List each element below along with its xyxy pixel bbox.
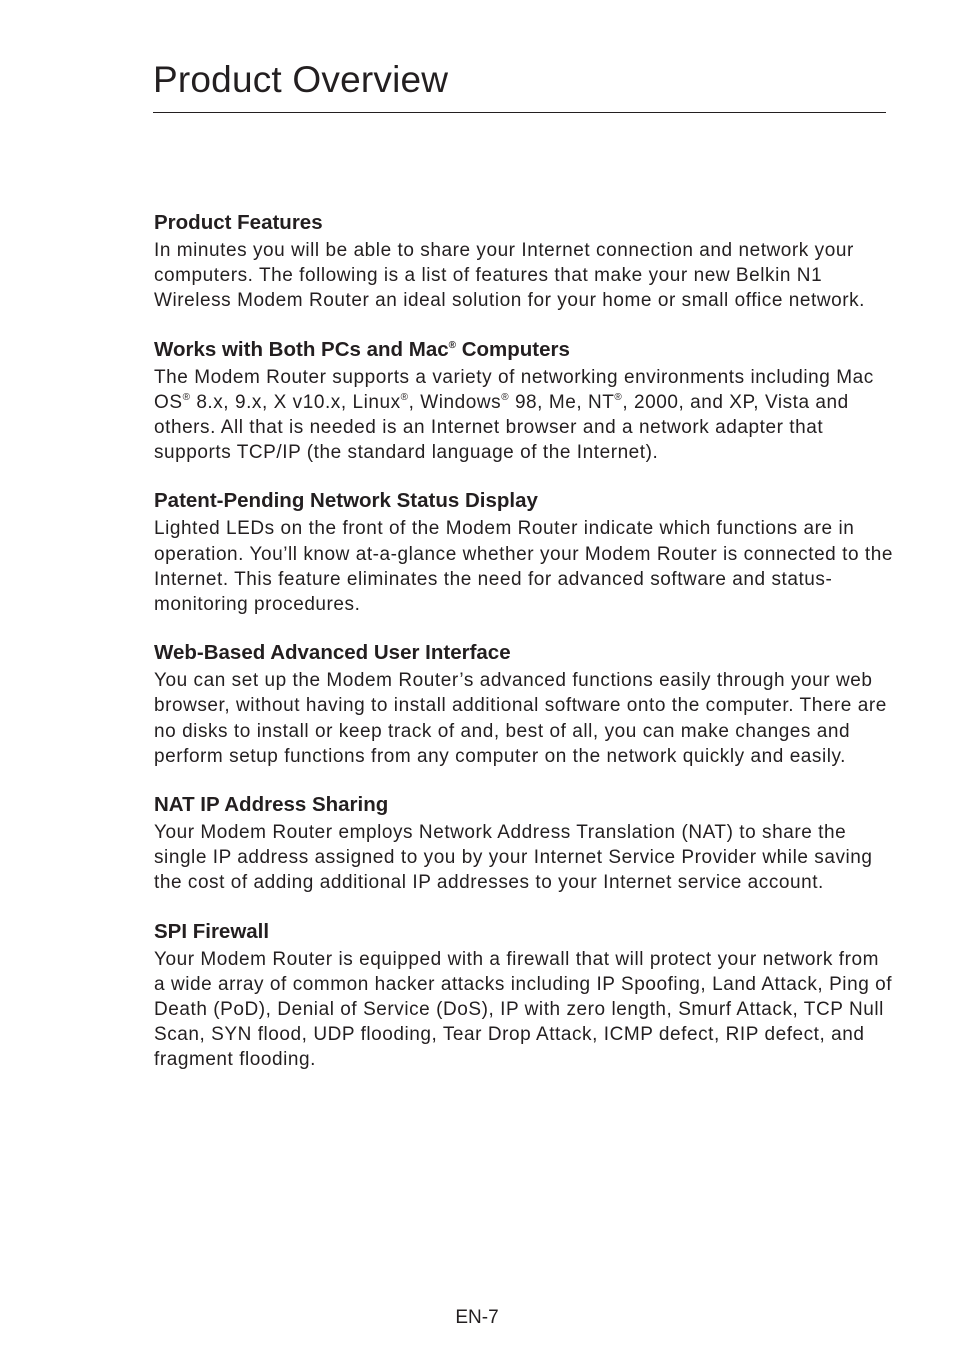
body-text: , 2000, and XP, Vista and others. All that is needed is an Internet browser and a network adapter that supports TCP/IP (the standard language of the Internet). [154,391,849,464]
registered-mark: ® [448,339,457,351]
heading-text: Works with Both PCs and Mac [154,337,449,361]
section-body: In minutes you will be able to share your Internet connection and network your computers. The following is a list of features that make your new Belkin N1 Wireless Modem Router an ideal solution for your home or small office network. [154,240,865,312]
body-text: 98, Me, NT [509,391,615,413]
body-text: The Modem Router supports a variety of networking environments including Mac OS [154,366,874,413]
section-pcs-and-mac [154,335,894,466]
registered-mark: ® [501,391,510,403]
section-body: Your Modem Router employs Network Address Translation (NAT) to share the single IP address assigned to you by your Internet Service Provider while saving the cost of adding additional IP addresses to your Internet service account. [154,822,873,894]
section-heading: Patent-Pending Network Status Display [154,489,538,513]
section-heading: Product Features [154,211,323,234]
section-nat-ip-sharing [154,790,894,896]
section-body: You can set up the Modem Router’s advanced functions easily through your web browser, without having to install additional software onto the computer. There are no disks to install or keep track of and, best of all, you can make changes and perform setup functions from any computer on the network quickly and easily. [154,670,887,767]
section-heading [154,335,894,365]
section-heading: Web-Based Advanced User Interface [154,641,511,665]
section-body: Lighted LEDs on the front of the Modem Router indicate which functions are in operation. You’ll know at-a-glance whether your Modem Router is connected to the Internet. This feature eliminates the need for advanced software and status-monitoring procedures. [154,518,893,616]
body-text: , Windows [408,391,502,413]
section-spi-firewall [154,917,894,1073]
body-text: 8.x, 9.x, X v10.x, Linux [190,391,401,413]
section-heading: NAT IP Address Sharing [154,793,389,817]
section-body: Your Modem Router is equipped with a firewall that will protect your network from a wide array of common hacker attacks including IP Spoofing, Land Attack, Ping of Death (PoD), Denial of Service (DoS), IP with zero length, Smurf Attack, TCP Null Scan, SYN flood, UDP flooding, Tear Drop Attack, ICMP defect, RIP defect, and fragment flooding. [154,948,893,1071]
page-number: EN-7 [455,1307,499,1328]
content-body [154,208,894,1094]
section-body [154,365,894,466]
section-product-features [154,208,894,314]
section-web-based-interface [154,638,894,769]
registered-mark: ® [614,391,623,403]
section-network-status-display [154,486,894,617]
registered-mark: ® [182,391,191,403]
section-heading: SPI Firewall [154,919,270,943]
page-title: Product Overview [153,59,449,100]
title-divider [153,112,886,113]
heading-text: Computers [456,337,570,361]
registered-mark: ® [400,391,409,403]
